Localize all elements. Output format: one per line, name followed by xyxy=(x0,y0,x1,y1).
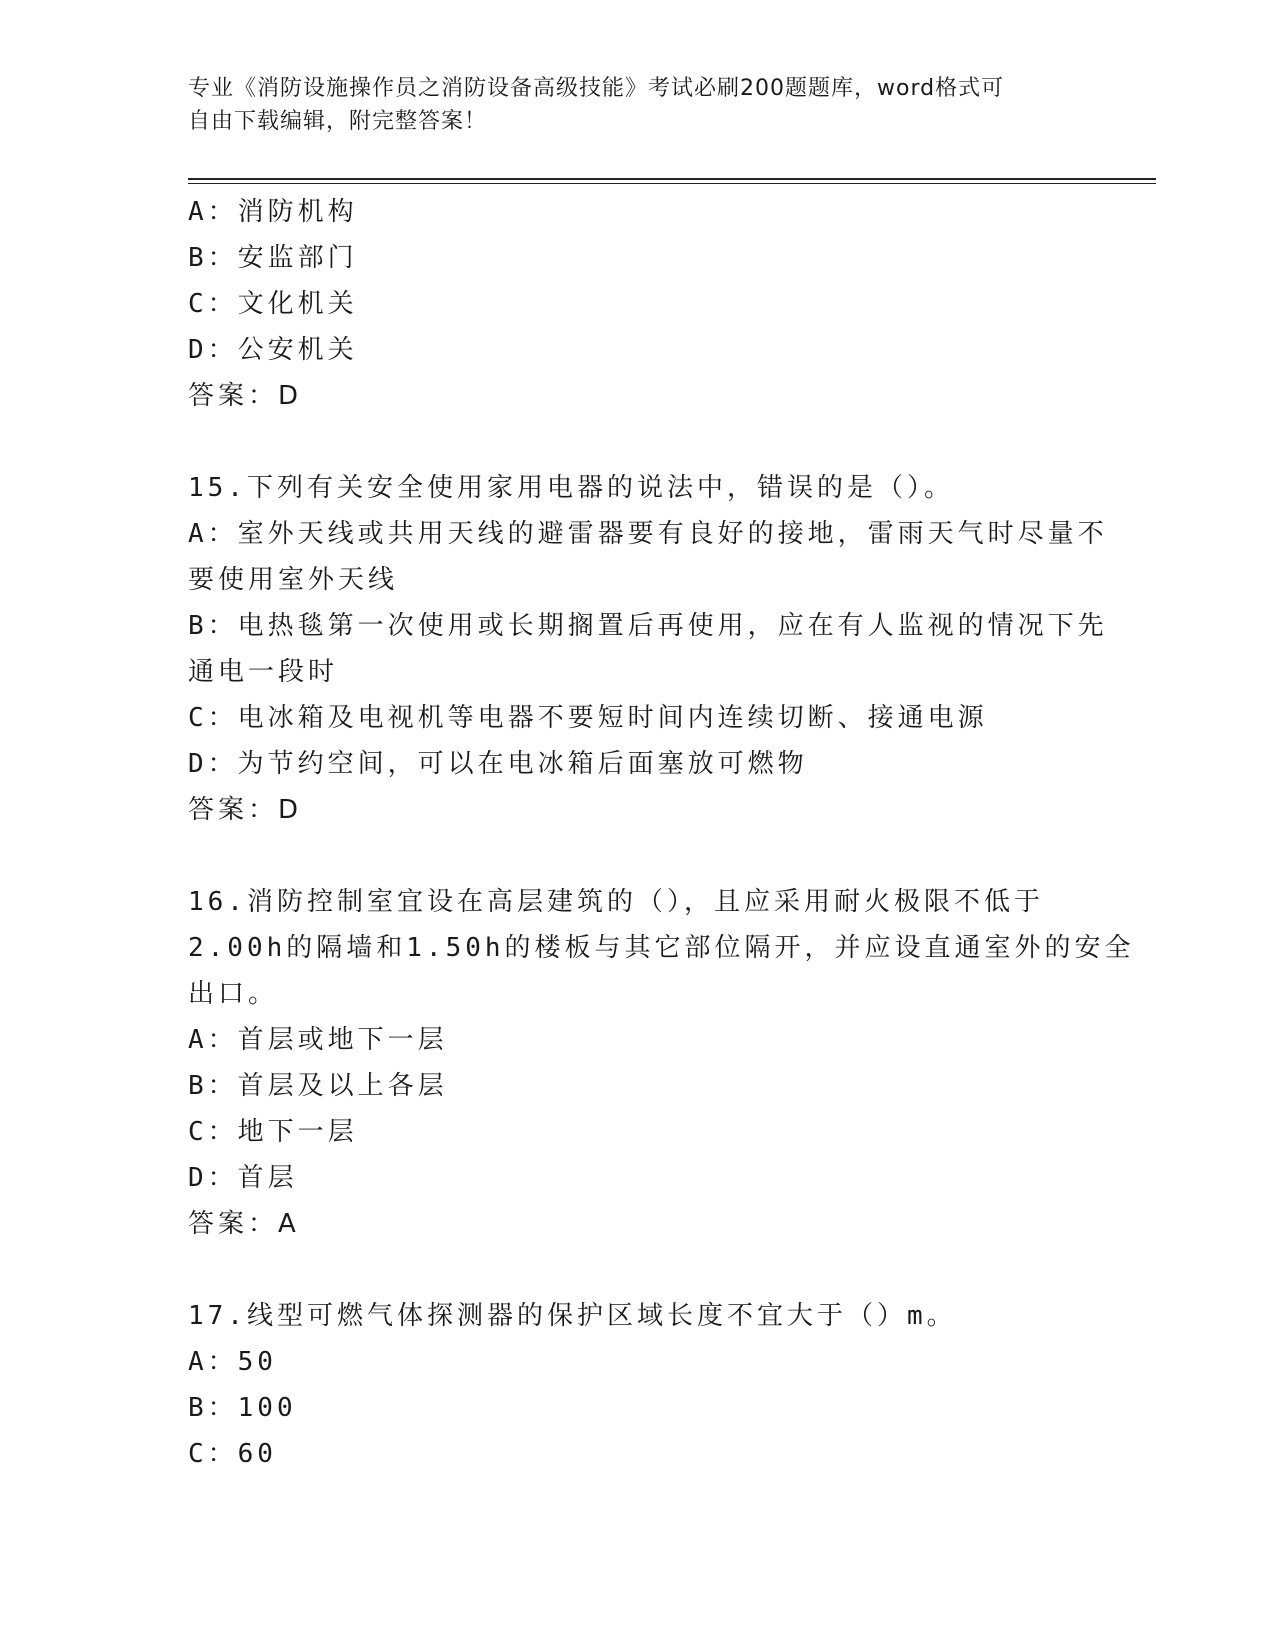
question-stem-line-1: 16.消防控制室宜设在高层建筑的（），且应采用耐火极限不低于 xyxy=(188,887,1044,917)
option-d: D：为节约空间，可以在电冰箱后面塞放可燃物 xyxy=(188,749,808,779)
option-b-line-2: 通电一段时 xyxy=(188,657,339,687)
option-a-line-1: A：室外天线或共用天线的避雷器要有良好的接地，雷雨天气时尽量不 xyxy=(188,519,1108,549)
header-divider-thin xyxy=(188,183,1156,184)
question-17-block xyxy=(188,1293,1088,1477)
option-a-line-2: 要使用室外天线 xyxy=(188,565,399,595)
header-divider-thick xyxy=(188,178,1156,180)
answer-line: 答案：D xyxy=(188,381,303,411)
question-stem-line-3: 出口。 xyxy=(188,979,279,1009)
option-b: B：安监部门 xyxy=(188,243,358,273)
option-b-line-1: B：电热毯第一次使用或长期搁置后再使用，应在有人监视的情况下先 xyxy=(188,611,1108,641)
option-d: D：首层 xyxy=(188,1163,298,1193)
question-14-block xyxy=(188,189,1088,419)
spacer xyxy=(188,1247,1088,1293)
header-line-1: 专业《消防设施操作员之消防设备高级技能》考试必刷200题题库，word格式可 xyxy=(188,76,1005,101)
option-c: C：文化机关 xyxy=(188,289,358,319)
option-c: C：地下一层 xyxy=(188,1117,358,1147)
question-stem: 17.线型可燃气体探测器的保护区域长度不宜大于（）m。 xyxy=(188,1301,957,1331)
option-a: A：首层或地下一层 xyxy=(188,1025,448,1055)
option-c: C：电冰箱及电视机等电器不要短时间内连续切断、接通电源 xyxy=(188,703,988,733)
option-b: B：100 xyxy=(188,1393,297,1423)
spacer xyxy=(188,833,1088,879)
option-a: A：消防机构 xyxy=(188,197,358,227)
option-b: B：首层及以上各层 xyxy=(188,1071,448,1101)
spacer xyxy=(188,419,1088,465)
option-d: D：公安机关 xyxy=(188,335,358,365)
option-c: C：60 xyxy=(188,1439,277,1469)
question-16-block xyxy=(188,879,1135,1247)
answer-line: 答案：A xyxy=(188,1209,300,1239)
question-stem-line-2: 2.00h的隔墙和1.50h的楼板与其它部位隔开，并应设直通室外的安全 xyxy=(188,933,1135,963)
answer-line: 答案：D xyxy=(188,795,303,825)
document-header xyxy=(188,72,1088,138)
option-a: A：50 xyxy=(188,1347,277,1377)
question-stem: 15.下列有关安全使用家用电器的说法中，错误的是（）。 xyxy=(188,473,954,503)
header-line-2: 自由下载编辑，附完整答案！ xyxy=(188,109,488,134)
question-15-block xyxy=(188,465,1108,833)
question-list xyxy=(188,189,1135,1477)
